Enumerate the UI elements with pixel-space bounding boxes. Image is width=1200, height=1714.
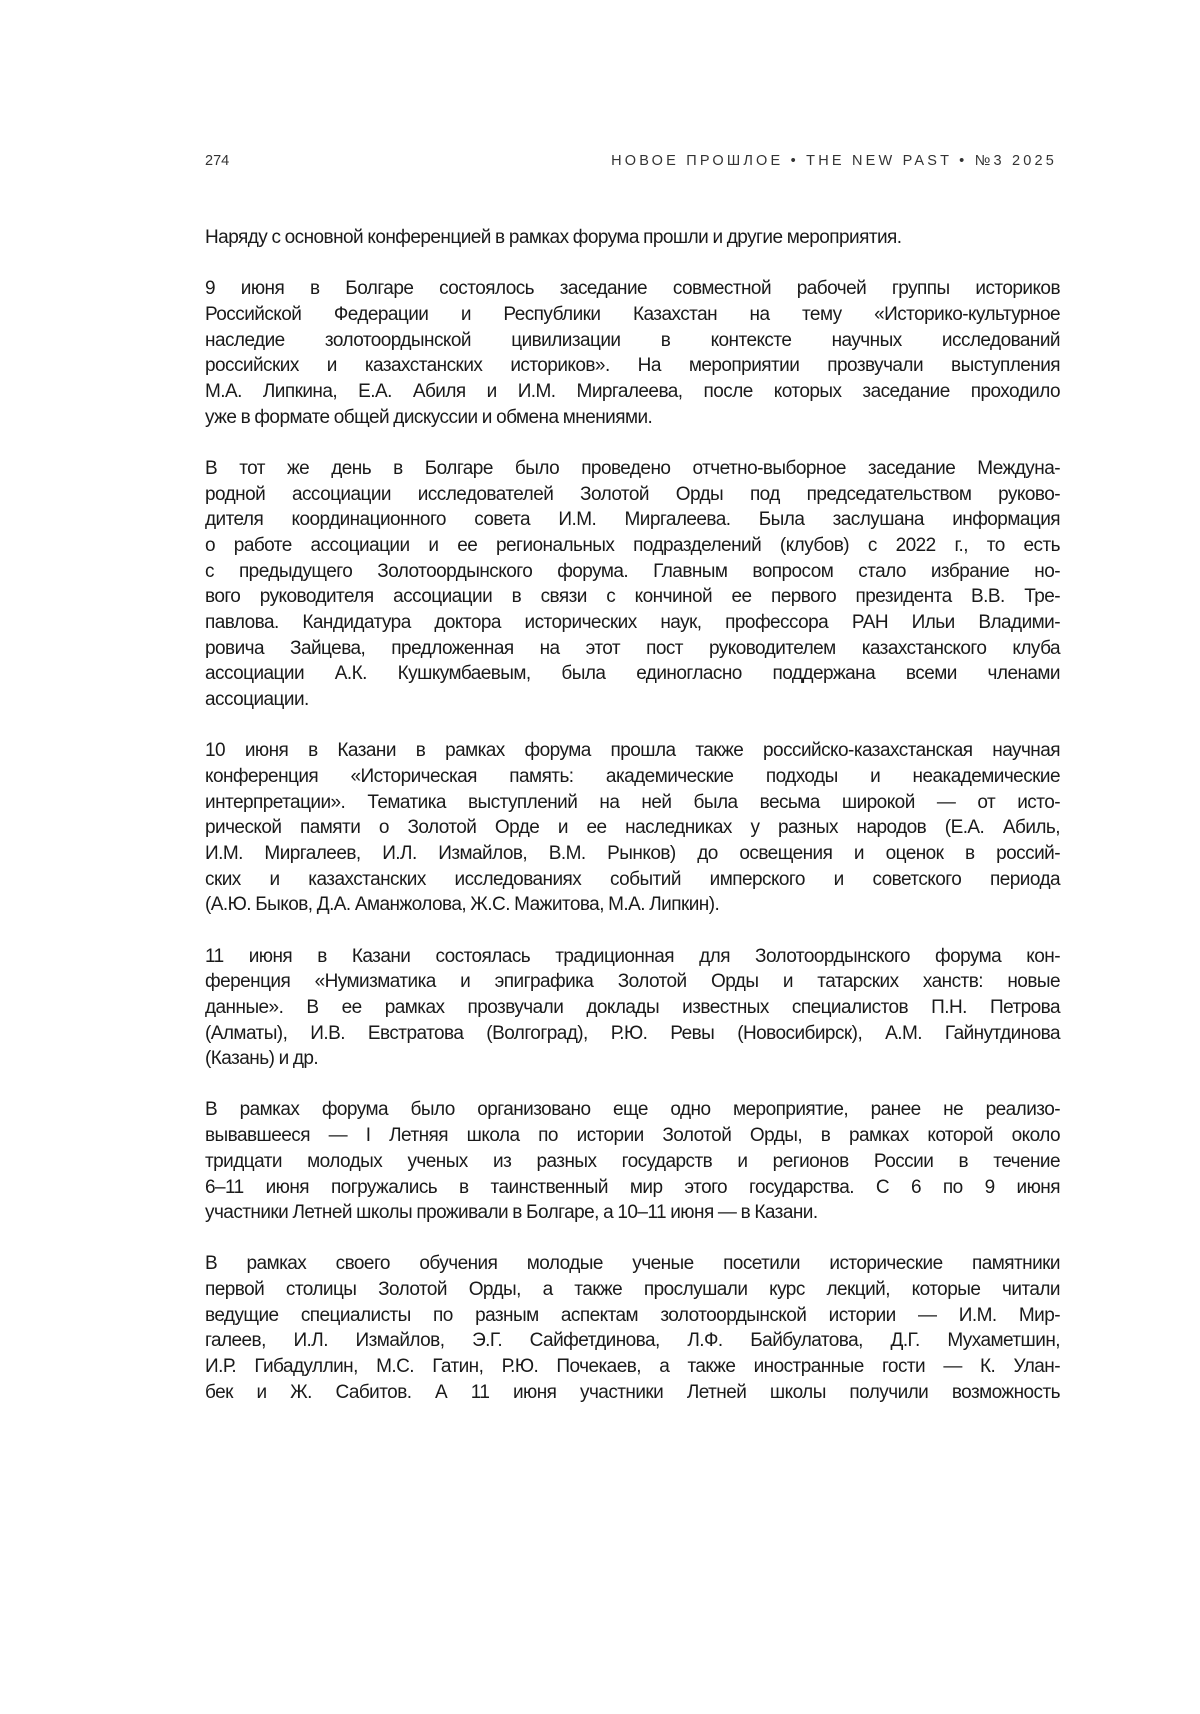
paragraph [205,1097,1060,1225]
text-line: И.Р. Гибадуллин, М.С. Гатин, Р.Ю. Почекаев, а также иностранные гости — К. Улан- [205,1354,1060,1380]
running-title: НОВОЕ ПРОШЛОЕ • THE NEW PAST • №3 2025 [611,153,1057,169]
text-line: участники Летней школы проживали в Болгаре, а 10–11 июня — в Казани. [205,1200,1060,1226]
text-line: (Казань) и др. [205,1046,1060,1072]
text-line: о работе ассоциации и ее региональных подразделений (клубов) с 2022 г., то есть [205,533,1060,559]
text-line: В рамках форума было организовано еще одно мероприятие, ранее не реализо- [205,1097,1060,1123]
text-line: бек и Ж. Сабитов. А 11 июня участники Летней школы получили возможность [205,1380,1060,1406]
text-line: 10 июня в Казани в рамках форума прошла также российско-казахстанская научная [205,738,1060,764]
text-line: наследие золотоордынской цивилизации в контексте научных исследований [205,328,1060,354]
text-line: галеев, И.Л. Измайлов, Э.Г. Сайфетдинова, Л.Ф. Байбулатова, Д.Г. Мухаметшин, [205,1328,1060,1354]
text-line: интерпретации». Тематика выступлений на ней была весьма широкой — от исто- [205,790,1060,816]
text-line: павлова. Кандидатура доктора исторических наук, профессора РАН Ильи Владими- [205,610,1060,636]
text-line: рической памяти о Золотой Орде и ее наследниках у разных народов (Е.А. Абиль, [205,815,1060,841]
text-line: (Алматы), И.В. Евстратова (Волгоград), Р.Ю. Ревы (Новосибирск), А.М. Гайнутдинова [205,1021,1060,1047]
text-line: родной ассоциации исследователей Золотой Орды под председательством руково- [205,482,1060,508]
text-line: с предыдущего Золотоордынского форума. Главным вопросом стало избрание но- [205,559,1060,585]
text-line: 9 июня в Болгаре состоялось заседание совместной рабочей группы историков [205,276,1060,302]
text-line: ских и казахстанских исследованиях событий имперского и советского периода [205,867,1060,893]
text-line: Российской Федерации и Республики Казахстан на тему «Историко-культурное [205,302,1060,328]
paragraph [205,276,1060,430]
paragraph [205,456,1060,713]
text-line: 6–11 июня погружались в таинственный мир этого государства. С 6 по 9 июня [205,1175,1060,1201]
page-header [205,153,1057,173]
text-line: В рамках своего обучения молодые ученые посетили исторические памятники [205,1251,1060,1277]
text-line: конференция «Историческая память: академические подходы и неакадемические [205,764,1060,790]
text-line: В тот же день в Болгаре было проведено отчетно-выборное заседание Междуна- [205,456,1060,482]
paragraph [205,738,1060,918]
text-line: вывавшееся — I Летняя школа по истории Золотой Орды, в рамках которой около [205,1123,1060,1149]
article-body [205,225,1060,1431]
text-line: вого руководителя ассоциации в связи с кончиной ее первого президента В.В. Тре- [205,584,1060,610]
paragraph [205,225,1060,251]
text-line: 11 июня в Казани состоялась традиционная для Золотоордынского форума кон- [205,944,1060,970]
text-line: И.М. Миргалеев, И.Л. Измайлов, В.М. Рынков) до освещения и оценок в россий- [205,841,1060,867]
text-line: (А.Ю. Быков, Д.А. Аманжолова, Ж.С. Мажитова, М.А. Липкин). [205,892,1060,918]
text-line: М.А. Липкина, Е.А. Абиля и И.М. Миргалеева, после которых заседание проходило [205,379,1060,405]
text-line: дителя координационного совета И.М. Миргалеева. Была заслушана информация [205,507,1060,533]
text-line: ровича Зайцева, предложенная на этот пост руководителем казахстанского клуба [205,636,1060,662]
text-line: ведущие специалисты по разным аспектам золотоордынской истории — И.М. Мир- [205,1303,1060,1329]
text-line: уже в формате общей дискуссии и обмена мнениями. [205,405,1060,431]
page-number: 274 [205,153,229,169]
text-line: тридцати молодых ученых из разных государств и регионов России в течение [205,1149,1060,1175]
text-line: ассоциации А.К. Кушкумбаевым, была единогласно поддержана всеми членами [205,661,1060,687]
text-line: ференция «Нумизматика и эпиграфика Золотой Орды и татарских ханств: новые [205,969,1060,995]
text-line: российских и казахстанских историков». На мероприятии прозвучали выступления [205,353,1060,379]
text-line: Наряду с основной конференцией в рамках форума прошли и другие мероприятия. [205,225,1060,251]
text-line: ассоциации. [205,687,1060,713]
text-line: первой столицы Золотой Орды, а также прослушали курс лекций, которые читали [205,1277,1060,1303]
paragraph [205,1251,1060,1405]
paragraph [205,944,1060,1072]
text-line: данные». В ее рамках прозвучали доклады известных специалистов П.Н. Петрова [205,995,1060,1021]
